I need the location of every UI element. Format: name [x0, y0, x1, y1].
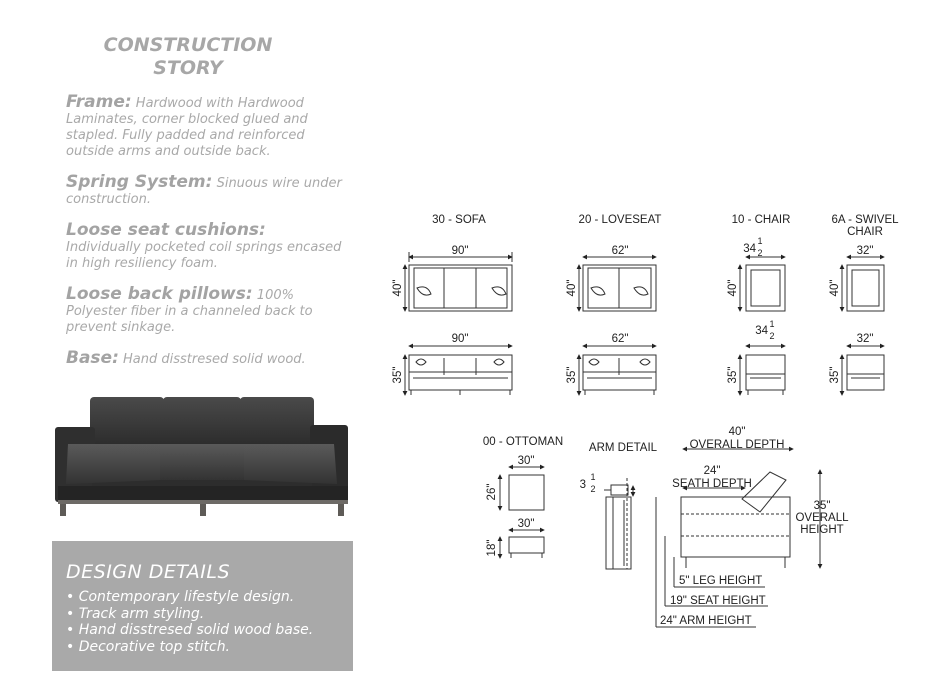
overall-depth-value: 40" [728, 426, 746, 438]
arm-detail-title: ARM DETAIL [588, 442, 658, 454]
seat-height-label: 19" SEAT HEIGHT [670, 595, 766, 607]
sofa-depth: 40" [392, 279, 404, 297]
spec-label: Loose back pillows: [66, 284, 253, 304]
chair-depth: 40" [727, 279, 739, 297]
sofa-front-width: 90" [451, 333, 469, 345]
seat-depth-label: SEATH DEPTH [672, 478, 752, 490]
sofa-width: 90" [451, 245, 469, 257]
ottoman-depth: 26" [486, 483, 498, 501]
list-item: • Hand disstresed solid wood base. [66, 622, 313, 639]
spec-text: Individually pocketed coil springs encased in high resiliency foam. [66, 240, 342, 271]
spec-text: Hand disstresed solid wood. [123, 352, 306, 367]
chair-front-width-whole: 34 [755, 325, 768, 337]
arm-height-label: 24" ARM HEIGHT [660, 615, 752, 627]
spec-text: 100% Polyester fiber in a channeled back to prevent sinkage. [66, 288, 313, 335]
loveseat-title: 20 - LOVESEAT [578, 214, 662, 226]
chair-title: 10 - CHAIR [731, 214, 791, 226]
spec-label: Frame: [66, 92, 132, 112]
leg-height-label: 5" LEG HEIGHT [679, 575, 763, 587]
chair-front-width-den: 2 [769, 331, 775, 341]
overall-depth-label: OVERALL DEPTH [689, 439, 785, 451]
chair-width-num: 1 [757, 236, 763, 246]
loveseat-front-width: 62" [611, 333, 629, 345]
chair-width-den: 2 [757, 248, 763, 258]
overall-height-label-1: OVERALL [795, 512, 849, 524]
overall-height-value: 35" [813, 500, 831, 512]
title-line-1: CONSTRUCTION [103, 34, 273, 56]
loveseat-depth: 40" [566, 279, 578, 297]
swivel-front-width: 32" [856, 333, 874, 345]
arm-detail-num: 1 [590, 472, 596, 482]
spec-label: Spring System: [66, 172, 213, 192]
overall-height-label-2: HEIGHT [800, 524, 844, 536]
swivel-height: 35" [829, 366, 841, 384]
swivel-title-1: 6A - SWIVEL [831, 214, 899, 226]
ottoman-width: 30" [517, 455, 535, 467]
arm-detail-den: 2 [590, 484, 596, 494]
chair-front-width-num: 1 [769, 319, 775, 329]
chair-height: 35" [727, 366, 739, 384]
list-item: • Decorative top stitch. [66, 639, 313, 656]
arm-detail-whole: 3 [579, 479, 586, 491]
sofa-title: 30 - SOFA [432, 214, 486, 226]
loveseat-width: 62" [611, 245, 629, 257]
spec-label: Base: [66, 348, 119, 368]
spec-text: Hardwood with Hardwood Laminates, corner blocked glued and stapled. Fully padded and reinforced outside arms and outside back. [66, 96, 308, 159]
swivel-width: 32" [856, 245, 874, 257]
design-details-title: DESIGN DETAILS [66, 561, 231, 583]
spec-label: Loose seat cushions: [66, 220, 266, 240]
chair-width-whole: 34 [743, 243, 756, 255]
title-line-2: STORY [153, 57, 223, 79]
swivel-title-2: CHAIR [847, 226, 883, 238]
ottoman-title: 00 - OTTOMAN [482, 436, 564, 448]
seat-depth-value: 24" [703, 465, 721, 477]
ottoman-front-width: 30" [517, 518, 535, 530]
list-item: • Track arm styling. [66, 606, 313, 623]
sofa-height: 35" [392, 366, 404, 384]
list-item: • Contemporary lifestyle design. [66, 589, 313, 606]
swivel-depth: 40" [829, 279, 841, 297]
loveseat-height: 35" [566, 366, 578, 384]
spec-text: Sinuous wire under construction. [66, 176, 342, 207]
ottoman-height: 18" [486, 539, 498, 557]
